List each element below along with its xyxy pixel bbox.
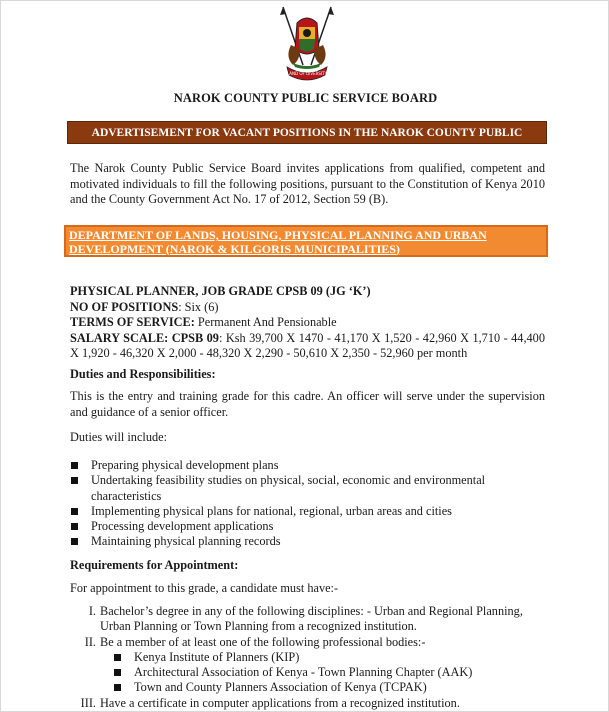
duties-heading: Duties and Responsibilities: (70, 367, 216, 381)
job-title: PHYSICAL PLANNER, JOB GRADE CPSB 09 (JG ‘K’) (70, 284, 371, 298)
bullet-square-icon (71, 508, 78, 515)
terms-line: TERMS OF SERVICE: Permanent And Pensionable (70, 315, 337, 329)
list-item: Processing development applications (70, 519, 545, 534)
bullet-square-icon (114, 654, 121, 661)
svg-text:LAND OF DIVERSITY: LAND OF DIVERSITY (286, 71, 328, 76)
bullet-square-icon (71, 523, 78, 530)
list-item: Undertaking feasibility studies on physical, social, economic and environmental characteristics (70, 473, 545, 504)
positions-line: NO OF POSITIONS: Six (6) (70, 299, 219, 314)
list-item: Kenya Institute of Planners (KIP) (70, 650, 546, 665)
list-item: I. Bachelor’s degree in any of the following disciplines: - Urban and Regional Planning, Urban Planning or Town Planning from a recognized institution. (88, 604, 523, 634)
professional-bodies-list (70, 650, 546, 696)
job-details (70, 284, 545, 362)
list-item: Implementing physical plans for national, regional, urban areas and cities (70, 504, 545, 519)
bullet-square-icon (71, 462, 78, 469)
salary-line: SALARY SCALE: CPSB 09: Ksh 39,700 X 1470 - 41,170 X 1,520 - 42,960 X 1,710 - 44,400 X 1,920 - 46,320 X 2,000 - 48,320 X 2,290 - 50,610 X 2,350 - 52,960 per month (70, 330, 545, 360)
board-title: NAROK COUNTY PUBLIC SERVICE BOARD (173, 91, 438, 105)
bullet-square-icon (71, 538, 78, 545)
list-item: Maintaining physical planning records (70, 534, 545, 549)
duties-include-label: Duties will include: (70, 430, 167, 444)
bullet-square-icon (114, 684, 121, 691)
department-banner: DEPARTMENT OF LANDS, HOUSING, PHYSICAL PLANNING AND URBAN DEVELOPMENT (NAROK & KILGORIS MUNICIPALITIES) (64, 225, 548, 257)
advertisement-banner: ADVERTISEMENT FOR VACANT POSITIONS IN THE NAROK COUNTY PUBLIC SERVICE (67, 121, 547, 144)
bullet-square-icon (114, 669, 121, 676)
list-item: Preparing physical development plans (70, 458, 545, 473)
bullet-square-icon (71, 477, 78, 484)
list-item: III. Have a certificate in computer applications from a recognized institution. (80, 695, 460, 710)
duties-intro: This is the entry and training grade for this cadre. An officer will serve under the supervision and guidance of a senior officer. (70, 389, 545, 419)
list-item: Town and County Planners Association of Kenya (TCPAK) (70, 680, 546, 695)
requirements-list (70, 604, 546, 711)
list-item: Architectural Association of Kenya - Town Planning Chapter (AAK) (70, 665, 546, 680)
list-item: II. Be a member of at least one of the following professional bodies:- (84, 634, 426, 649)
intro-paragraph: The Narok County Public Service Board invites applications from qualified, competent and motivated individuals to fill the following positions, pursuant to the Constitution of Kenya 2010 and the County Government Act No. 17 of 2012, Section 59 (B). (70, 161, 545, 206)
requirements-intro: For appointment to this grade, a candidate must have:- (70, 581, 339, 595)
duties-list (70, 458, 545, 550)
county-coat-of-arms-logo (273, 5, 341, 91)
requirements-heading: Requirements for Appointment: (70, 558, 239, 572)
